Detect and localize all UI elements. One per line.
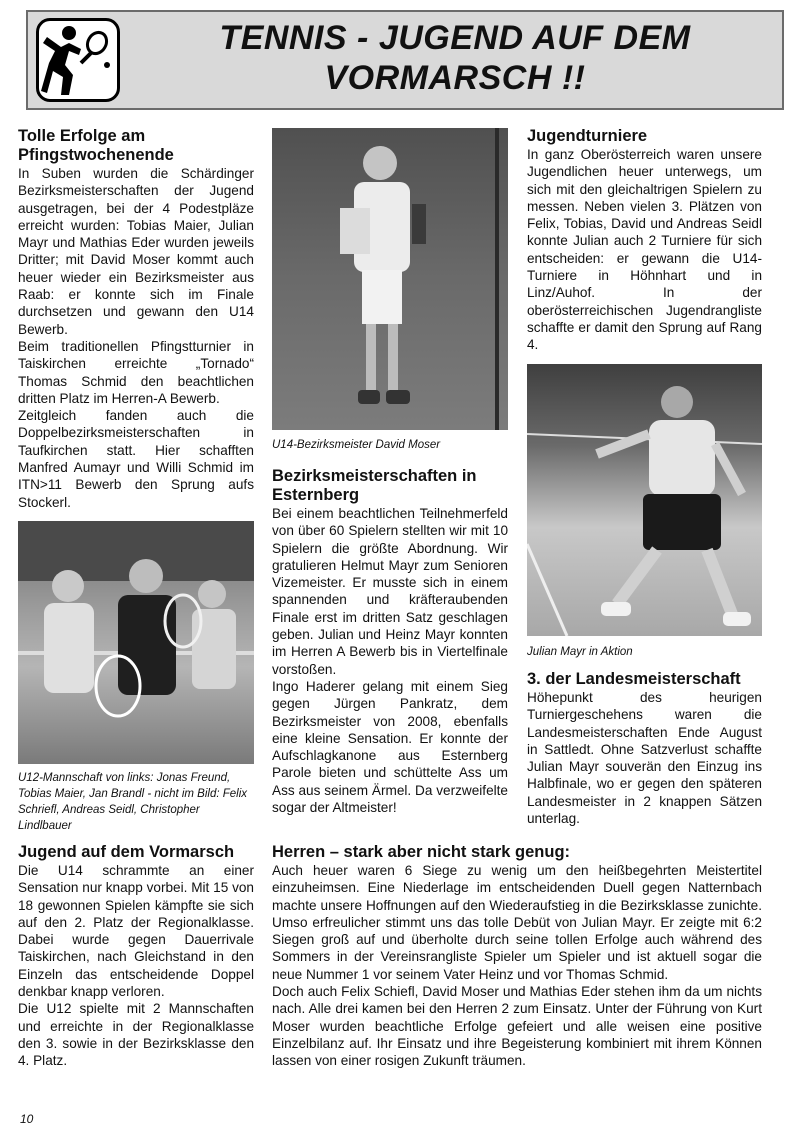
david-moser-photo (272, 128, 508, 430)
page-header (26, 10, 784, 110)
article-paragraph: Bei einem beachtlichen Teilnehmerfeld von über 60 Spielern stellten wir mit 10 Spielern die größte Abordnung. Wir gratulieren Helmut Mayr zum Senioren Vizemeister. Er musste sich in einem spannenden und kräfteraubenden Finale erst im dritten Satz geschlagen geben. Julian und Heinz Mayr konnten im Herren A Bewerb bis in Viertelfinale vorstoßen. (272, 506, 508, 677)
article-pfingst (18, 127, 254, 511)
article-heading: Jugendturniere (527, 127, 648, 145)
article-paragraph: Zeitgleich fanden auch die Doppelbezirksmeisterschaften in Taufkirchen statt. Hier schafften Manfred Aumayr und Willi Schmid im ITN>11 Bewerb den Sprung aufs Stockerl. (18, 408, 254, 510)
photo-caption: U12-Mannschaft von links: Jonas Freund, Tobias Maier, Jan Brandl - nicht im Bild: Felix Schriefl, Andreas Seidl, Christopher Lindlbauer (18, 772, 248, 832)
article-paragraph: In ganz Oberösterreich waren unsere Jugendlichen heuer unterwegs, um sich mit den gleichaltrigen Spielern zu messen. Neben vielen 3. Plätzen von Felix, Tobias, David und Andreas Seidl konnte Julian auch 2 Turniere für sich entscheiden: er gewann die U14-Turniere in Höhnhart und in Linz/Auhof. In der oberösterreichischen Jugendrangliste schaffte er damit den Sprung auf Rang 4. (527, 147, 762, 353)
article-herren (272, 843, 762, 1070)
article-paragraph: Auch heuer waren 6 Siege zu wenig um den heißbegehrten Meistertitel einzuheimsen. Eine Niederlage im entscheidenden Duell gegen Natternbach machte unsere Hoffnungen auf den Wiederaufstieg in die Bezirksklasse zunichte. Umso erfreulicher stimmt uns das tolle Debüt von Julian Mayr. Er zeigte mit 6:2 Siegen groß auf und überholte durch seine tollen Erfolge auch während des Sommers in der Vereinsrangliste Spieler um Spieler und ist aktuell sogar die neue Nummer 1 vor seinem Vater Heinz und vor Thomas Schmid. (272, 863, 762, 982)
article-paragraph: Ingo Haderer gelang mit einem Sieg gegen Jürgen Pankratz, dem Bezirksmeister von 2008, ebenfalls eine kleine Sensation. Er konnte der Aufschlagkanone aus Esternberg Parole bieten und schüttelte Ass um Ass aus seinem Ärmel. Da verzweifelte sogar der Altmeister! (272, 678, 508, 816)
article-paragraph: Beim traditionellen Pfingstturnier in Taiskirchen erreichte „Tornado“ Thomas Schmid den beachtlichen dritten Platz im Herren-A Bewerb. (18, 338, 254, 406)
article-heading: Herren – stark aber nicht stark genug: (272, 843, 571, 861)
article-jugendturniere (527, 127, 762, 354)
article-paragraph: Die U12 spielte mit 2 Mannschaften und erreichte in der Regionalklasse den 3. sowie in der Bezirksklasse den 4. Platz. (18, 1001, 254, 1069)
article-esternberg (272, 467, 508, 816)
u12-team-photo (18, 521, 254, 764)
photo-caption: U14-Bezirksmeister David Moser (272, 439, 441, 451)
article-heading: Jugend auf dem Vormarsch (18, 843, 235, 861)
article-paragraph: Die U14 schrammte an einer Sensation nur knapp vorbei. Mit 15 von 18 gewonnen Spielen kämpfte sie sich auf den 2. Platz der Regionalklasse. Dabei wurde gegen Dauerrivale Taiskirchen, nach Gleichstand in den Einzeln das entscheidende Doppel denkbar knapp verloren. (18, 863, 254, 1000)
julian-mayr-photo (527, 364, 762, 636)
article-heading: Bezirksmeisterschaften in Esternberg (272, 467, 477, 504)
article-paragraph: In Suben wurden die Schärdinger Bezirksmeisterschaften der Jugend ausgetragen, bei der 4 Podestpläze erreicht wurden: Tobias Maier, Julian Mayr und Mathias Eder wurden jeweils Dritter; mit David Moser kommt auch heuer wieder ein Bezirksmeister aus Raab: er konnte sich im Finale durchsetzen und gewann den U14 Bewerb. (18, 166, 254, 337)
page-title: TENNIS - JUGEND AUF DEM VORMARSCH !! (219, 19, 691, 97)
tennis-pictogram-icon (36, 18, 120, 102)
article-heading: 3. der Landesmeisterschaft (527, 670, 741, 688)
article-heading: Tolle Erfolge am Pfingstwochenende (18, 127, 174, 164)
article-vormarsch (18, 843, 254, 1070)
article-paragraph: Höhepunkt des heurigen Turniergeschehens waren die Landesmeisterschaften Ende August in Sattledt. Ohne Satzverlust schaffte Julian Mayr souverän den Einzug ins Halbfinale, wo er gegen den späteren Landesmeister in 2 knappen Sätzen unterlag. (527, 690, 762, 827)
article-paragraph: Doch auch Felix Schiefl, David Moser und Mathias Eder stehen ihm da um nichts nach. Alle drei kamen bei den Herren 2 zum Einsatz. Unter der Führung von Kurt Moser wurden beachtliche Erfolge gefeiert und alle weisen eine positive Einzelbilanz auf. Ihr Einsatz und ihre Begeisterung kombiniert mit ihrem Können lassen von einer rosigen Zukunft träumen. (272, 984, 762, 1069)
photo-caption: Julian Mayr in Aktion (527, 646, 633, 658)
page-number: 10 (20, 1112, 34, 1126)
article-landes (527, 670, 762, 827)
